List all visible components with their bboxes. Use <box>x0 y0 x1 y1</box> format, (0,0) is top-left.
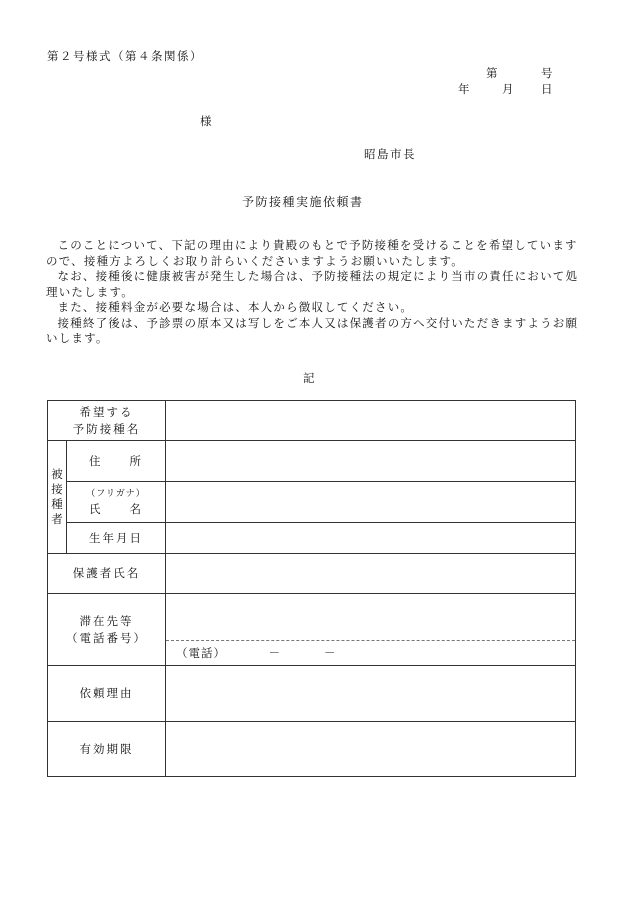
address-label: 住 所 <box>67 441 166 482</box>
guardian-name-field[interactable] <box>166 554 576 594</box>
request-reason-field[interactable] <box>166 666 576 722</box>
stay-location-field[interactable] <box>166 594 576 666</box>
subject-label: 被 接 種 者 <box>48 441 67 554</box>
issuer: 昭島市長 <box>364 147 416 161</box>
guardian-name-label: 保護者氏名 <box>48 554 166 594</box>
number-label-go: 号 <box>541 66 553 80</box>
document-title: 予防接種実施依頼書 <box>242 195 364 209</box>
vaccine-name-label: 希望する 予防接種名 <box>48 401 166 441</box>
vaccine-name-field[interactable] <box>166 401 576 441</box>
phone-line[interactable] <box>166 641 575 665</box>
phone-dash: － <box>323 646 337 660</box>
request-form-table <box>47 400 576 777</box>
name-field[interactable] <box>166 482 576 523</box>
paragraph: このことについて、下記の理由により貴殿のもとで予防接種を受けることを希望していますので、接種方よろしくお取り計らいくださいますようお願いいたします。 <box>46 238 578 268</box>
name-label: （フリガナ） 氏 名 <box>67 482 166 523</box>
stay-address-area[interactable] <box>166 594 575 641</box>
date-day-label: 日 <box>541 82 553 96</box>
form-number: 第２号様式（第４条関係） <box>47 49 203 63</box>
addressee-suffix: 様 <box>200 114 212 128</box>
phone-dash: － <box>268 646 282 660</box>
birthdate-field[interactable] <box>166 523 576 554</box>
request-reason-label: 依頼理由 <box>48 666 166 722</box>
number-label-dai: 第 <box>486 66 498 80</box>
address-field[interactable] <box>166 441 576 482</box>
date-month-label: 月 <box>502 82 514 96</box>
stay-location-label: 滞在先等 （電話番号） <box>48 594 166 666</box>
phone-label: （電話） <box>176 646 226 660</box>
validity-period-field[interactable] <box>166 722 576 777</box>
ki-heading: 記 <box>303 371 315 385</box>
date-year-label: 年 <box>458 82 470 96</box>
body-text <box>46 238 586 347</box>
validity-period-label: 有効期限 <box>48 722 166 777</box>
paragraph: また、接種料金が必要な場合は、本人から徴収してください。 <box>57 300 414 314</box>
paragraph: なお、接種後に健康被害が発生した場合は、予防接種法の規定により当市の責任において処理いたします。 <box>46 269 579 299</box>
birthdate-label: 生年月日 <box>67 523 166 554</box>
paragraph: 接種終了後は、予診票の原本又は写しをご本人又は保護者の方へ交付いただきますようお願いします。 <box>46 315 579 345</box>
